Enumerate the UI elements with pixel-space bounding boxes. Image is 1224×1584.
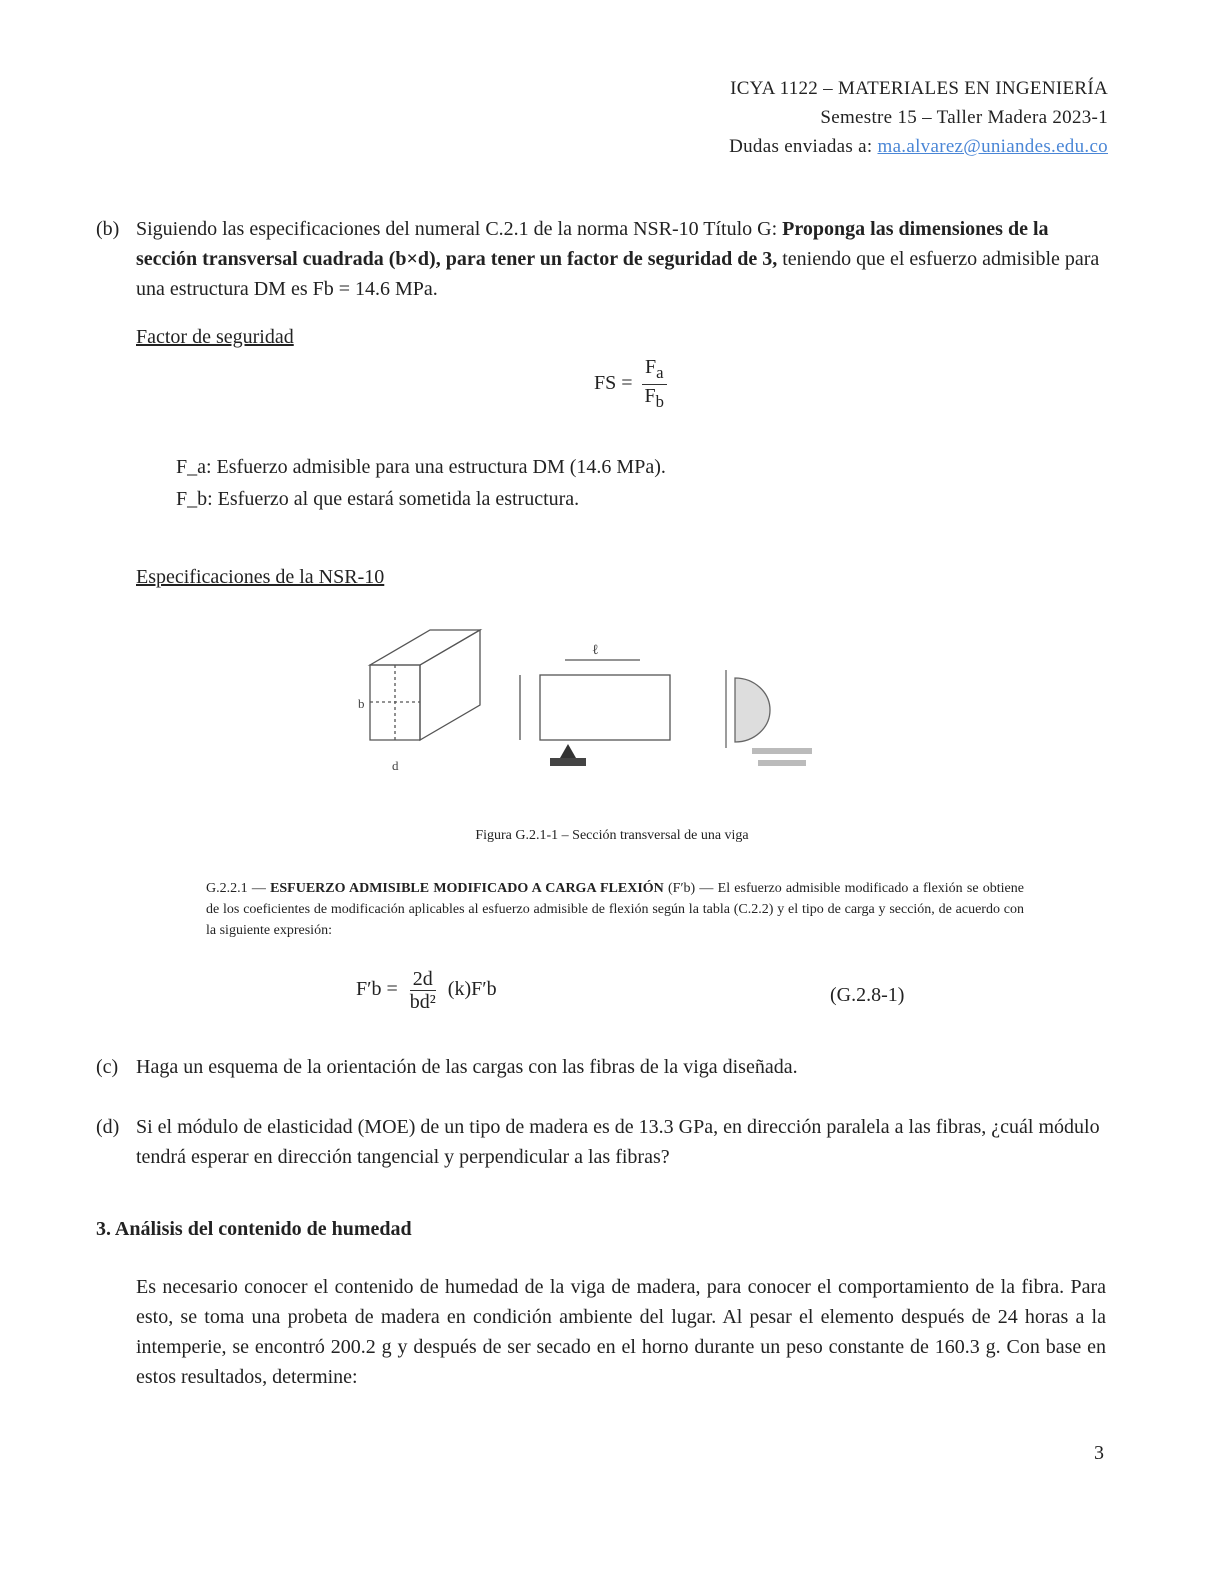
figure-caption: Figura G.2.1-1 – Sección transversal de una viga [475, 828, 749, 843]
beam-side-view [520, 660, 670, 740]
section-label-mark-2 [758, 760, 806, 766]
fig-label-d: d [392, 758, 399, 773]
item-b-text-plain: Siguiendo las especificaciones del numeral C.2.1 de la norma NSR-10 Título G: [136, 218, 783, 240]
norm-eq-rhs: (k)F′b [447, 978, 497, 1001]
header-course: ICYA 1122 – MATERIALES EN INGENIERÍA [730, 78, 1108, 99]
norm-equation [356, 968, 497, 1013]
norm-eq-lhs: F′b = [356, 978, 398, 1001]
factor-eq-num-symbol: F [644, 356, 657, 378]
factor-bullet-1: F_a: Esfuerzo admisible para una estructura DM (14.6 MPa). [176, 456, 666, 478]
page-number: 3 [1094, 1442, 1104, 1464]
support-icon [560, 744, 576, 758]
header-contact-prefix: Dudas enviadas a: [729, 136, 878, 157]
support-base [550, 758, 586, 766]
email-link[interactable]: ma.alvarez@uniandes.edu.co [877, 136, 1108, 157]
beam-3d-block [370, 630, 480, 740]
factor-eq-lhs: FS = [594, 372, 633, 395]
section-3-body: Es necesario conocer el contenido de humedad de la viga de madera, para conocer el comportamiento de la fibra. Para esto, se toma una probeta de madera en condición ambiente del lugar. Al pesar el elemento después de 24 horas a la intemperie, se encontró 200.2 g y después de ser secado en el horno durante un peso constante de 160.3 g. Con base en estos resultados, determine: [136, 1276, 1106, 1388]
item-b-label: (b) [96, 218, 120, 240]
item-b-text-tail: teniendo que el esfuerzo admisible para una estructura DM es Fb = 14.6 MPa. [136, 248, 1100, 300]
item-d [96, 1112, 1106, 1172]
factor-bullet-2: F_b: Esfuerzo al que estará sometida la estructura. [176, 488, 580, 510]
norm-prefix: G.2.2.1 — [206, 881, 271, 896]
norm-eq-numerator: 2d [410, 968, 436, 991]
item-b-text [136, 214, 1106, 304]
page-header [729, 74, 1108, 161]
item-d-label: (d) [96, 1116, 120, 1138]
factor-eq-den-sub: b [655, 392, 664, 411]
section-3-title: 3. Análisis del contenido de humedad [96, 1218, 412, 1240]
fig-label-l: ℓ [592, 643, 599, 658]
norm-eq-number: (G.2.8-1) [830, 984, 905, 1006]
norm-bold: ESFUERZO ADMISIBLE MODIFICADO A CARGA FLEXIÓN [270, 881, 664, 896]
factor-equation [594, 356, 671, 413]
factor-eq-denominator [642, 385, 667, 413]
section-label-mark-1 [752, 748, 812, 754]
item-c-label: (c) [96, 1056, 119, 1078]
item-b [96, 214, 1106, 304]
factor-eq-numerator [642, 356, 667, 385]
spec-title: Especificaciones de la NSR-10 [136, 566, 385, 588]
norm-eq-denominator: bd² [409, 991, 436, 1013]
factor-eq-den-symbol: F [644, 385, 656, 407]
section-view [726, 670, 770, 748]
beam-figure [350, 620, 830, 790]
header-contact [729, 132, 1108, 161]
norm-eq-fraction [407, 968, 439, 1013]
item-c-text: Haga un esquema de la orientación de las cargas con las fibras de la viga diseñada. [136, 1056, 798, 1078]
norm-excerpt [206, 878, 1024, 941]
factor-title: Factor de seguridad [136, 326, 294, 348]
fig-label-b: b [358, 696, 365, 711]
header-semester: Semestre 15 – Taller Madera 2023-1 [820, 107, 1108, 128]
item-d-text: Si el módulo de elasticidad (MOE) de un tipo de madera es de 13.3 GPa, en dirección paralela a las fibras, ¿cuál módulo tendrá esperar en dirección tangencial y perpendicular a las fibras? [136, 1116, 1100, 1168]
factor-eq-num-sub: a [656, 363, 664, 382]
factor-eq-fraction [642, 356, 667, 413]
item-c [96, 1052, 1106, 1082]
norm-rest: (F′b) — El esfuerzo admisible modificado a flexión se obtiene de los coeficientes de modificación aplicables al esfuerzo admisible de flexión según la tabla (C.2.2) y el tipo de carga y sección, de acuerdo con la siguiente expresión: [206, 881, 1024, 938]
item-b-text-bold: Proponga las dimensiones de la sección transversal cuadrada (b×d), para tener un factor de seguridad de 3, [136, 218, 1049, 270]
